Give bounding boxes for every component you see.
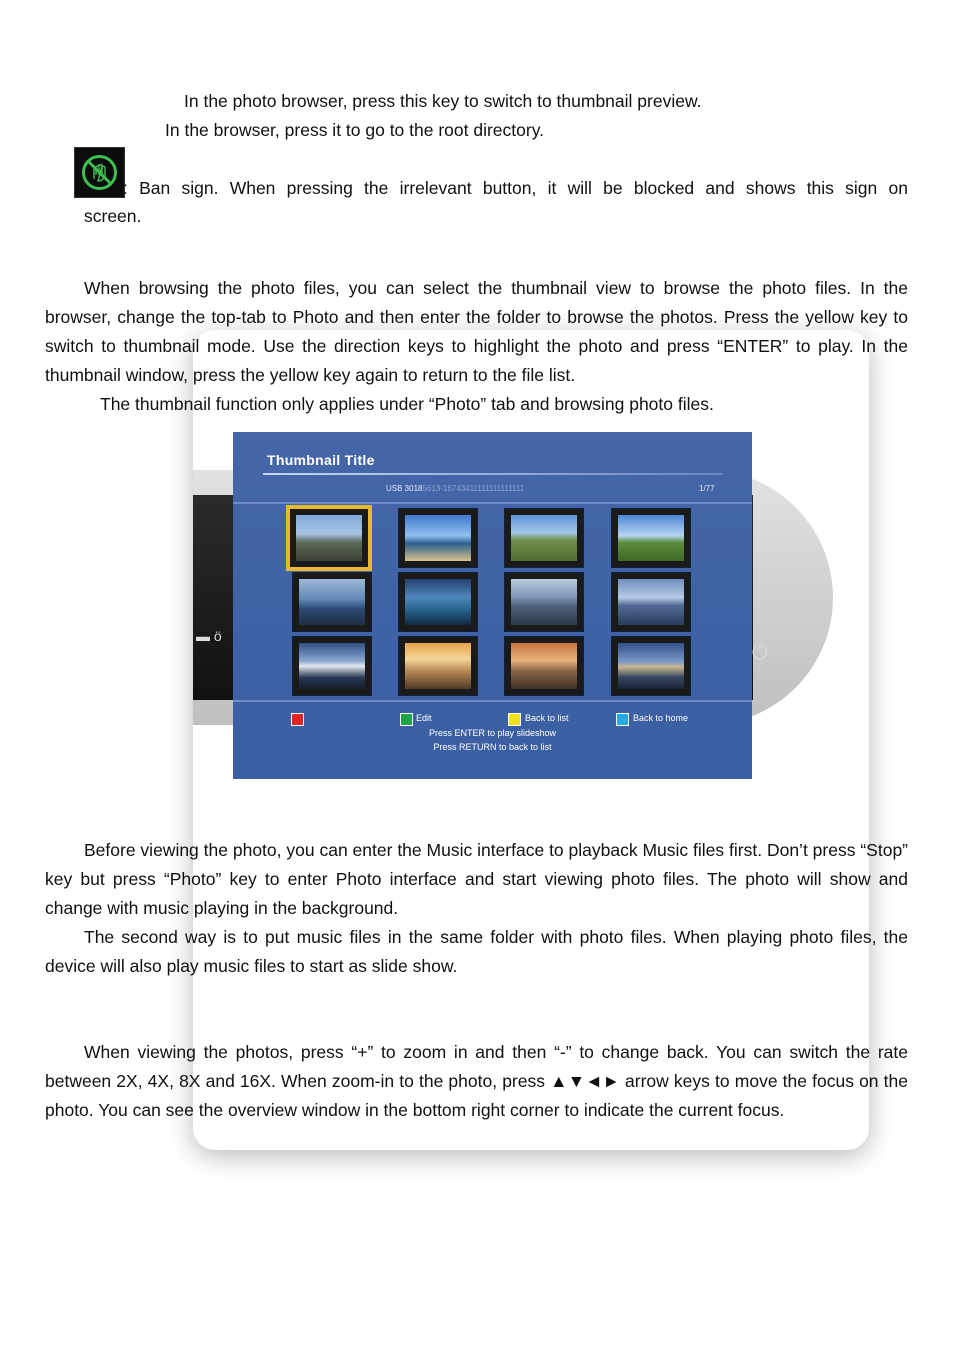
legend-back-to-list: Back to list xyxy=(525,713,569,723)
music-folder-paragraph: The second way is to put music files in the same folder with photo files. When playing photo files, the device will also play music files to start as slide show. xyxy=(45,927,908,976)
ban-sign-description: : Ban sign. When pressing the irrelevant button, it will be blocked and shows this sign on xyxy=(123,178,908,198)
screen-page-count: 1/77 xyxy=(699,484,715,493)
screen-path-prefix: USB 3018 xyxy=(386,484,423,493)
screen-path xyxy=(386,484,524,493)
root-key-description: In the browser, press it to go to the root directory. xyxy=(165,120,545,140)
yellow-key-icon xyxy=(508,713,521,726)
thumbnail-key-description: In the photo browser, press this key to switch to thumbnail preview. xyxy=(184,91,702,111)
screen-path-rest: 5613-16743411111111111111 xyxy=(422,484,525,493)
screen-title-rule xyxy=(263,473,723,475)
device-logo-mark: ▬ ö xyxy=(196,628,222,644)
green-key-icon xyxy=(400,713,413,726)
legend-back-to-home: Back to home xyxy=(633,713,689,723)
ban-sign-description-cont: screen. xyxy=(84,206,142,226)
thumbnail-2 xyxy=(399,509,477,567)
screen-hint-enter: Press ENTER to play slideshow xyxy=(428,728,557,738)
ban-sign-icon xyxy=(74,147,125,198)
thumbnail-note: The thumbnail function only applies under “Photo” tab and browsing photo files. xyxy=(100,394,714,414)
blue-key-icon xyxy=(616,713,629,726)
screen-divider-bottom xyxy=(233,700,752,702)
thumbnail-10 xyxy=(399,637,477,695)
zoom-paragraph: When viewing the photos, press “+” to zoom in and then “-” to change back. You can switch the rate between 2X, 4X, 8X and 16X. When zoom-in to the photo, press ▲▼◄► arrow keys to move the focus on the photo. You can see the overview window in the bottom right corner to indicate the current focus. xyxy=(45,1042,908,1120)
screen-hint-return: Press RETURN to back to list xyxy=(433,742,552,752)
thumbnail-11 xyxy=(505,637,583,695)
music-background-paragraph: Before viewing the photo, you can enter the Music interface to playback Music files first. Don’t press “Stop” key but press “Photo” key to enter Photo interface and start viewing photo files. The photo will show and change with music playing in the background. xyxy=(45,840,908,918)
thumbnail-12 xyxy=(612,637,690,695)
thumbnail-6 xyxy=(399,573,477,631)
power-icon: ⏻ xyxy=(752,642,768,664)
screen-title: Thumbnail Title xyxy=(267,452,375,468)
thumbnail-8 xyxy=(612,573,690,631)
thumbnail-9 xyxy=(293,637,371,695)
thumbnail-4 xyxy=(612,509,690,567)
thumbnail-1 xyxy=(290,509,368,567)
thumbnail-3 xyxy=(505,509,583,567)
thumbnail-7 xyxy=(505,573,583,631)
red-key-icon xyxy=(291,713,304,726)
legend-edit: Edit xyxy=(416,713,432,723)
thumbnail-5 xyxy=(293,573,371,631)
thumbnail-screen-image xyxy=(233,432,752,779)
screen-divider-top xyxy=(233,502,752,504)
thumbnail-mode-paragraph: When browsing the photo files, you can select the thumbnail view to browse the photo files. In the browser, change the top-tab to Photo and then enter the folder to browse the photos. Press the yellow key to switch to thumbnail mode. Use the direction keys to highlight the photo and press “ENTER” to play. In the thumbnail window, press the yellow key again to return to the file list. xyxy=(45,278,908,385)
